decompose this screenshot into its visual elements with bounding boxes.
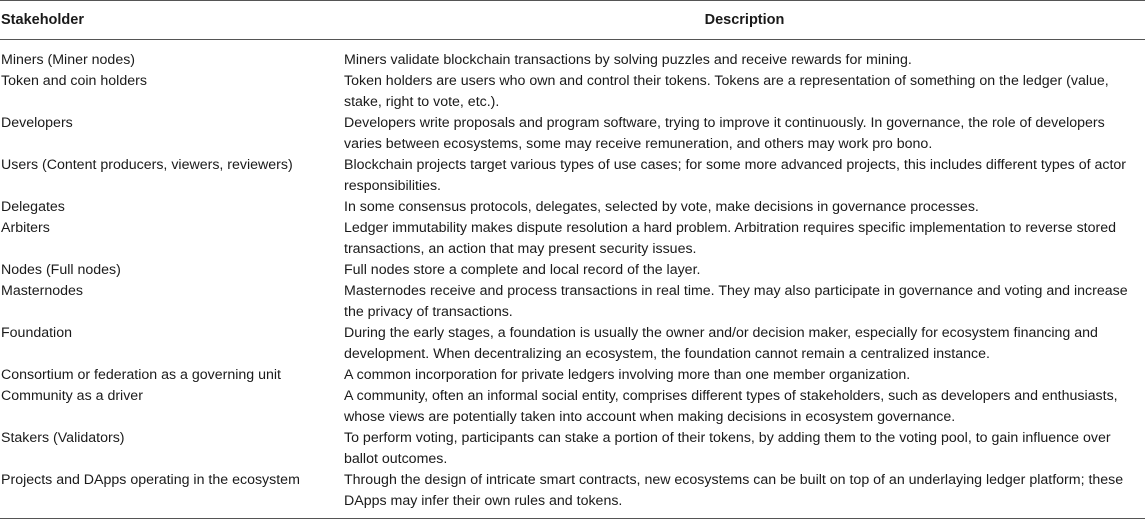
description-cell: A community, often an informal social entity, comprises different types of stakeholders, such as developers and enthusiasts, whose views are potentially taken into account when making decisions in ecosystem governance. [344,388,1118,425]
description-cell: Blockchain projects target various types of use cases; for some more advanced projects, this includes different types of actor responsibilities. [344,157,1127,194]
header-stakeholder: Stakeholder [0,1,344,40]
description-cell: Miners validate blockchain transactions by solving puzzles and receive rewards for mining. [344,52,912,68]
table-row [0,71,1145,113]
header-description: Description [344,1,1145,40]
stakeholder-cell: Token and coin holders [1,73,147,89]
table-row [0,197,1145,218]
table-row [0,260,1145,281]
stakeholder-cell: Masternodes [1,283,84,299]
description-cell: Developers write proposals and program software, trying to improve it continuously. In governance, the role of developers varies between ecosystems, some may receive remuneration, and others may work pro bono. [344,115,1105,152]
description-cell: In some consensus protocols, delegates, selected by vote, make decisions in governance processes. [344,199,979,215]
description-cell: Ledger immutability makes dispute resolution a hard problem. Arbitration requires specific implementation to reverse stored transactions, an action that may present security issues. [344,220,1117,257]
stakeholder-cell: Developers [1,115,73,131]
stakeholder-cell: Miners (Miner nodes) [1,52,136,68]
description-cell: Token holders are users who own and control their tokens. Tokens are a representation of something on the ledger (value, stake, right to vote, etc.). [344,73,1109,110]
stakeholder-cell: Foundation [1,325,72,341]
description-cell: A common incorporation for private ledgers involving more than one member organization. [344,367,911,383]
stakeholder-cell: Nodes (Full nodes) [1,262,121,278]
description-cell: Masternodes receive and process transactions in real time. They may also participate in governance and voting and increase the privacy of transactions. [344,283,1128,320]
stakeholder-cell: Community as a driver [1,388,143,404]
description-cell: To perform voting, participants can stake a portion of their tokens, by adding them to the voting pool, to gain influence over ballot outcomes. [344,430,1111,467]
table-row [0,470,1145,519]
table-row [0,113,1145,155]
stakeholder-cell: Users (Content producers, viewers, reviewers) [1,157,293,173]
table-row [0,40,1145,72]
table-row [0,323,1145,365]
table-row [0,155,1145,197]
table-row [0,428,1145,470]
table-row [0,218,1145,260]
description-cell: Through the design of intricate smart contracts, new ecosystems can be built on top of an underlaying ledger platform; these DApps may infer their own rules and tokens. [344,470,1145,519]
table-row [0,365,1145,386]
stakeholder-cell: Projects and DApps operating in the ecosystem [0,470,344,519]
stakeholder-cell: Consortium or federation as a governing unit [1,367,281,383]
table-row [0,281,1145,323]
description-cell: Full nodes store a complete and local record of the layer. [344,262,701,278]
table-row [0,386,1145,428]
stakeholder-cell: Stakers (Validators) [1,430,125,446]
header-row [0,1,1145,40]
stakeholder-cell: Arbiters [1,220,50,236]
description-cell: During the early stages, a foundation is usually the owner and/or decision maker, especially for ecosystem financing and development. When decentralizing an ecosystem, the foundation cannot remain a centralized instance. [344,325,1098,362]
stakeholder-cell: Delegates [1,199,65,215]
